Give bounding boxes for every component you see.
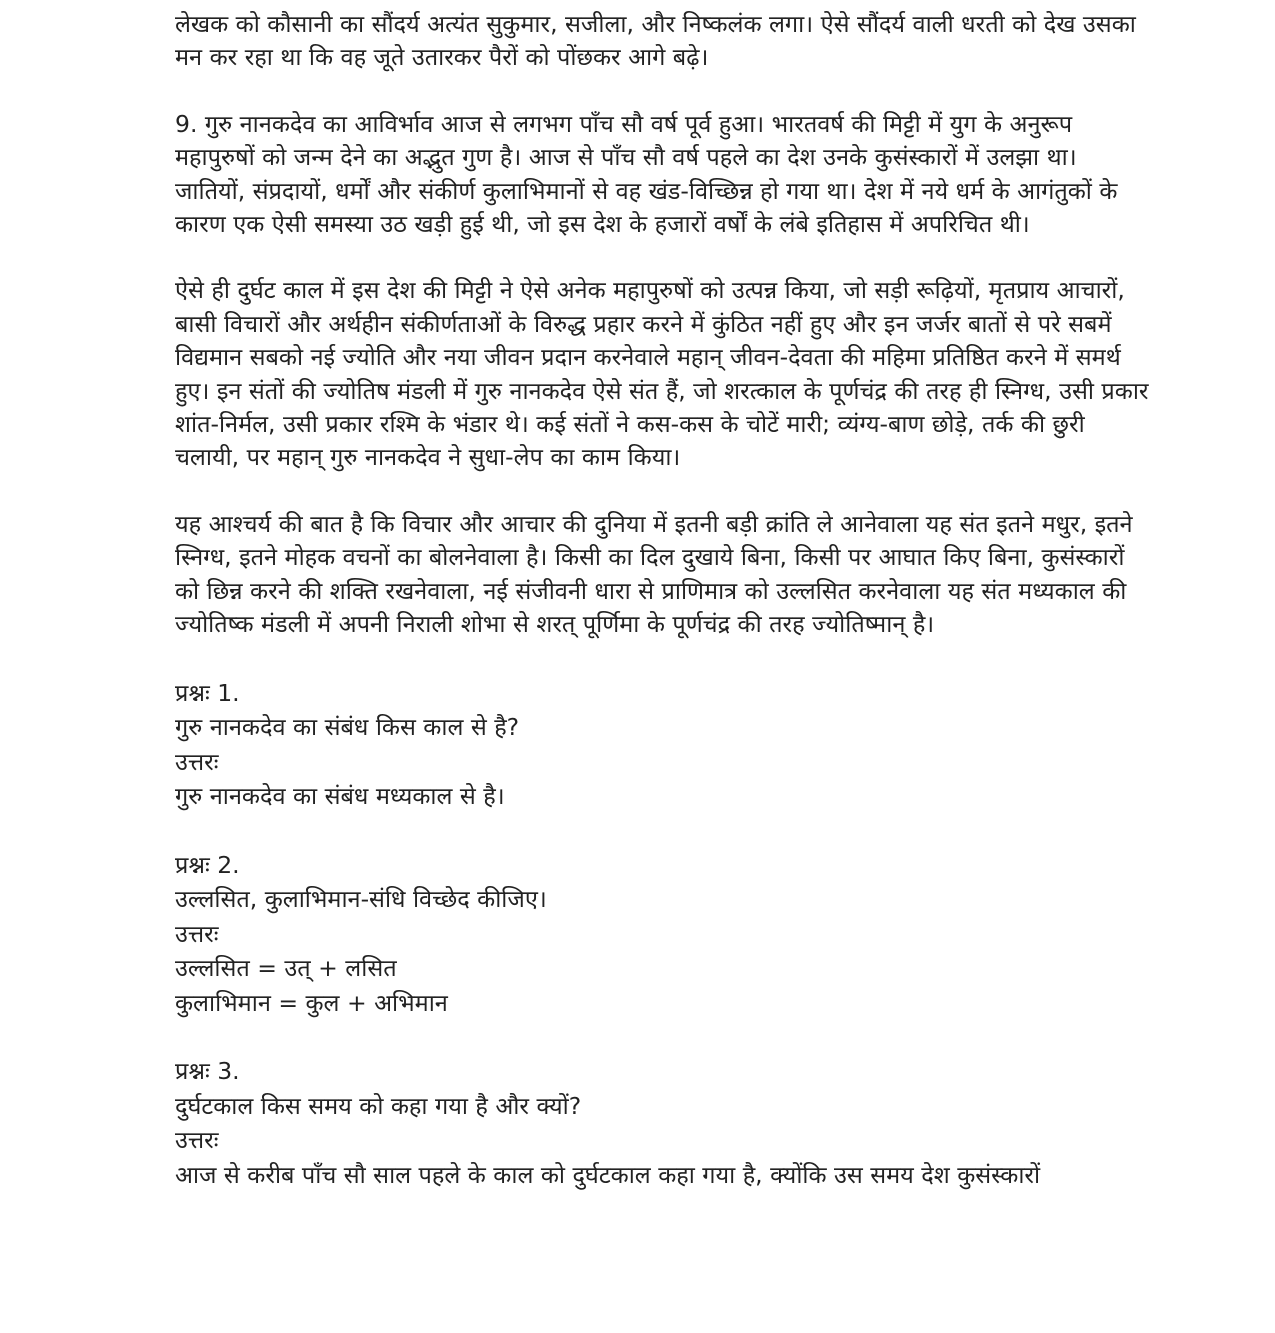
paragraph-aashcharya: यह आश्चर्य की बात है कि विचार और आचार की दुनिया में इतनी बड़ी क्रांति ले आनेवाला यह संत इतने मधुर, इतने स्निग्ध, इतने मोहक वचनों का बोलनेवाला है। किसी का दिल दुखाये बिना, किसी पर आघात किए बिना, कुसंस्कारों को छिन्न करने की शक्ति रखनेवाला, नई संजीवनी धारा से प्राणिमात्र को उल्लसित करनेवाला यह संत मध्यकाल की ज्योतिष्क मंडली में अपनी निराली शोभा से शरत् पूर्णिमा के पूर्णचंद्र की तरह ज्योतिष्मान् है। — [175, 509, 1133, 639]
paragraph-spacer — [175, 75, 1150, 108]
question-text: उल्लसित, कुलाभिमान-संधि विच्छेद कीजिए। — [175, 885, 547, 913]
answer-label: उत्तरः — [175, 747, 219, 776]
question-block-2 — [175, 848, 1150, 1021]
paragraph-spacer — [175, 475, 1150, 508]
question-block-1 — [175, 676, 1150, 814]
question-block-3 — [175, 1054, 1150, 1192]
question-label: प्रश्नः 2. — [175, 850, 240, 879]
answer-text: आज से करीब पाँच सौ साल पहले के काल को दुर्घटकाल कहा गया है, क्योंकि उस समय देश कुसंस्कारों — [175, 1160, 1041, 1189]
question-label: प्रश्नः 1. — [175, 678, 240, 707]
paragraph-9-guru-nanak: 9. गुरु नानकदेव का आविर्भाव आज से लगभग पाँच सौ वर्ष पूर्व हुआ। भारतवर्ष की मिट्टी में युग के अनुरूप महापुरुषों को जन्म देने का अद्भुत गुण है। आज से पाँच सौ वर्ष पहले का देश उनके कुसंस्कारों में उलझा था। जातियों, संप्रदायों, धर्मों और संकीर्ण कुलाभिमानों से वह खंड-विच्छिन्न हो गया था। देश में नये धर्म के आगंतुकों के कारण एक ऐसी समस्या उठ खड़ी हुई थी, जो इस देश के हजारों वर्षों के लंबे इतिहास में अपरिचित थी। — [175, 109, 1118, 239]
answer-label: उत्तरः — [175, 1126, 219, 1154]
answer-text: उल्लसित = उत् + लसित — [175, 954, 397, 982]
answer-label: उत्तरः — [175, 919, 219, 948]
question-label: प्रश्नः 3. — [175, 1057, 240, 1085]
question-spacer — [175, 814, 1150, 848]
question-text: गुरु नानकदेव का संबंध किस काल से है? — [175, 713, 520, 741]
paragraph-kausani: लेखक को कौसानी का सौंदर्य अत्यंत सुकुमार, सजीला, और निष्कलंक लगा। ऐसे सौंदर्य वाली धरती को देख उसका मन कर रहा था कि वह जूते उतारकर पैरों को पोंछकर आगे बढ़े। — [175, 10, 1136, 72]
document-page — [175, 8, 1150, 1192]
paragraph-durghat-kaal: ऐसे ही दुर्घट काल में इस देश की मिट्टी ने ऐसे अनेक महापुरुषों को उत्पन्न किया, जो सड़ी रूढ़ियों, मृतप्राय आचारों, बासी विचारों और अर्थहीन संकीर्णताओं के विरुद्ध प्रहार करने में कुंठित नहीं हुए और इन जर्जर बातों से परे सबमें विद्यमान सबको नई ज्योति और नया जीवन प्रदान करनेवाले महान् जीवन-देवता की महिमा प्रतिष्ठित करने में समर्थ हुए। इन संतों की ज्योतिष मंडली में गुरु नानकदेव ऐसे संत हैं, जो शरत्काल के पूर्णचंद्र की तरह ही स्निग्ध, उसी प्रकार शांत-निर्मल, उसी प्रकार रश्मि के भंडार थे। कई संतों ने कस-कस के चोटें मारी; व्यंग्य-बाण छोड़े, तर्क की छुरी चलायी, पर महान् गुरु नानकदेव ने सुधा-लेप का काम किया। — [175, 276, 1149, 472]
answer-text: गुरु नानकदेव का संबंध मध्यकाल से है। — [175, 782, 505, 810]
paragraph-spacer — [175, 241, 1150, 274]
question-spacer — [175, 1020, 1150, 1054]
question-text: दुर्घटकाल किस समय को कहा गया है और क्यों? — [175, 1091, 582, 1120]
paragraph-spacer — [175, 642, 1150, 676]
answer-text: कुलाभिमान = कुल + अभिमान — [175, 988, 448, 1017]
